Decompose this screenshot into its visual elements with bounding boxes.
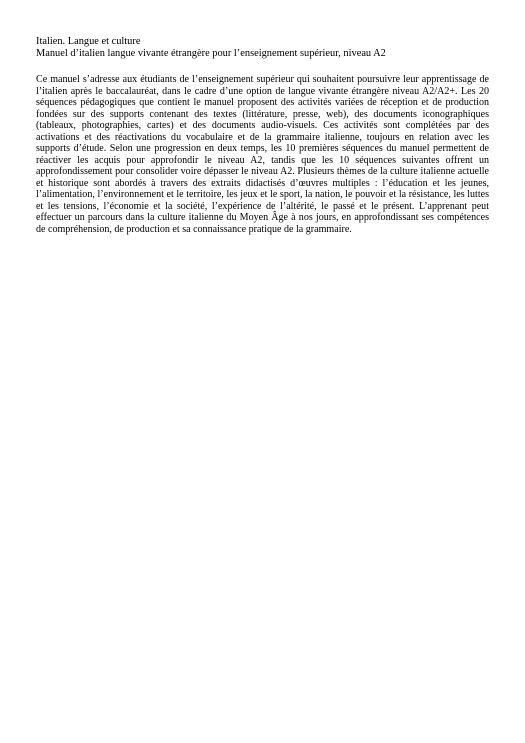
document-page	[36, 36, 489, 245]
document-body: Ce manuel s’adresse aux étudiants de l’enseignement supérieur qui souhaitent poursuivre leur apprentissage de l’italien après le baccalauréat, dans le cadre d’une option de langue vivante étrangère niveau A2/A2+. Les 20 séquences pédagogiques que contient le manuel proposent des activités variées de réception et de production fondées sur des supports contenant des textes (littérature, presse, web), des documents iconographiques (tableaux, photographies, cartes) et des documents audio-visuels. Ces activités sont complétées par des activations et des réactivations du vocabulaire et de la grammaire italienne, toujours en relation avec les supports d’étude. Selon une progression en deux temps, les 10 premières séquences du manuel permettent de réactiver les acquis pour approfondir le niveau A2, tandis que les 10 séquences suivantes offrent un approfondissement pour consolider voire dépasser le niveau A2. Plusieurs thèmes de la culture italienne actuelle et historique sont abordés à travers des extraits didactisés d’œuvres multiples : l’éducation et les jeunes, l’alimentation, l’environnement et le territoire, les jeux et le sport, la nation, le pouvoir et la résistance, les luttes et les tensions, l’économie et la société, l’expérience de l’altérité, le passé et le présent. L’apprenant peut effectuer un parcours dans la culture italienne du Moyen Âge à nos jours, en approfondissant ses compétences de compréhension, de production et sa connaissance pratique de la grammaire.	[36, 74, 489, 235]
document-title: Italien. Langue et culture	[36, 36, 141, 47]
document-subtitle: Manuel d’italien langue vivante étrangère pour l’enseignement supérieur, niveau A2	[36, 48, 386, 59]
